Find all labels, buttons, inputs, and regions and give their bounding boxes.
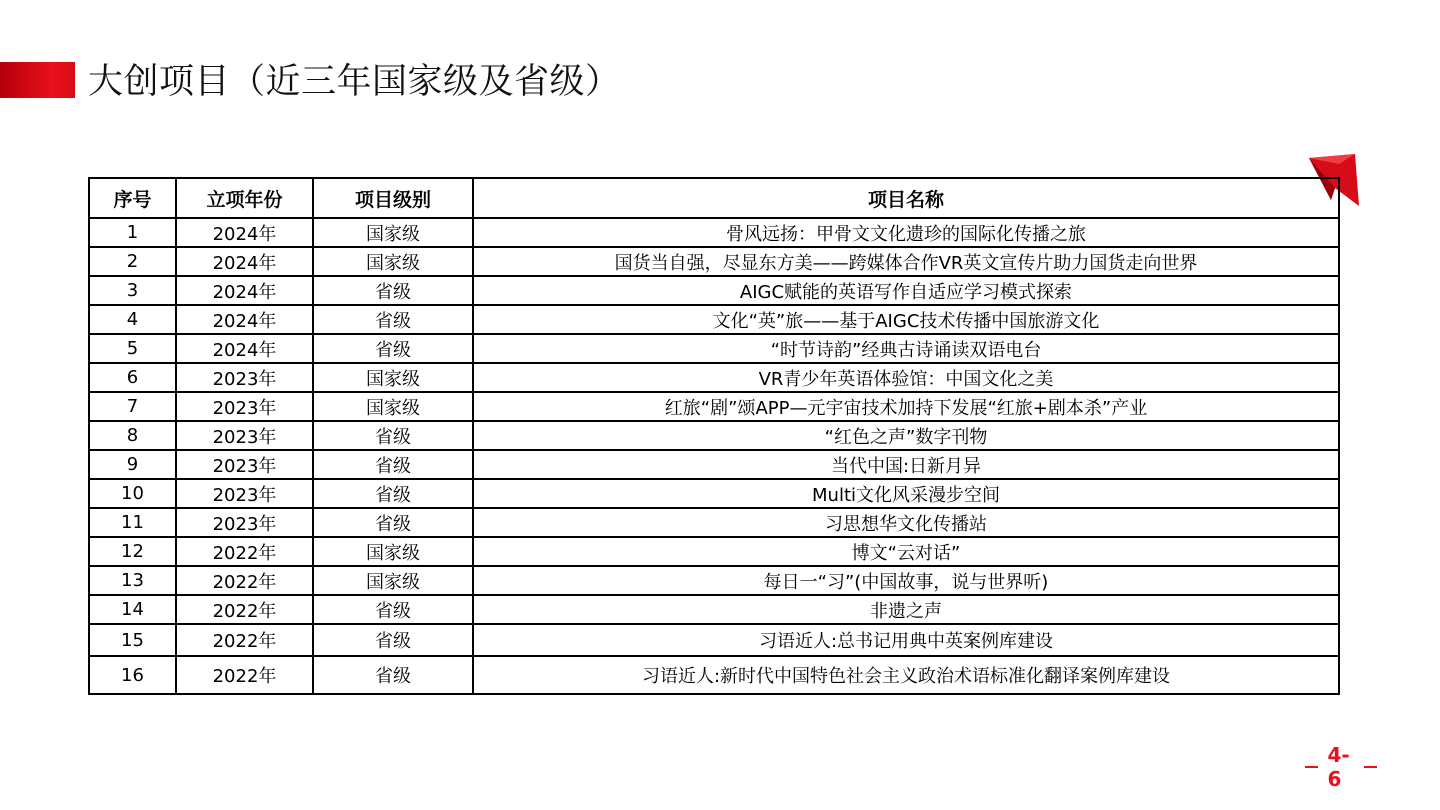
table-row — [89, 595, 1339, 624]
cell-level: 省级 — [313, 595, 473, 624]
cell-project-name: Multi文化风采漫步空间 — [473, 479, 1339, 508]
table-row — [89, 450, 1339, 479]
cell-year: 2023年 — [176, 421, 313, 450]
page-number-text: 4-6 — [1327, 743, 1350, 791]
cell-level: 省级 — [313, 624, 473, 656]
cell-project-name: 非遗之声 — [473, 595, 1339, 624]
cell-level: 省级 — [313, 508, 473, 537]
cell-year: 2023年 — [176, 363, 313, 392]
cell-seq: 7 — [89, 392, 176, 421]
cell-level: 省级 — [313, 305, 473, 334]
cell-year: 2024年 — [176, 305, 313, 334]
cell-year: 2023年 — [176, 450, 313, 479]
cell-year: 2022年 — [176, 595, 313, 624]
cell-year: 2022年 — [176, 537, 313, 566]
cell-seq: 13 — [89, 566, 176, 595]
cell-project-name: 习思想华文化传播站 — [473, 508, 1339, 537]
table-row — [89, 334, 1339, 363]
cell-level: 省级 — [313, 656, 473, 694]
page-number-right-dash — [1364, 766, 1377, 768]
cell-seq: 1 — [89, 218, 176, 247]
cell-seq: 16 — [89, 656, 176, 694]
cell-seq: 15 — [89, 624, 176, 656]
cell-project-name: “红色之声”数字刊物 — [473, 421, 1339, 450]
cell-year: 2024年 — [176, 276, 313, 305]
table-header-row — [89, 178, 1339, 218]
table-row — [89, 566, 1339, 595]
cell-project-name: 国货当自强，尽显东方美——跨媒体合作VR英文宣传片助力国货走向世界 — [473, 247, 1339, 276]
page-title: 大创项目（近三年国家级及省级） — [88, 62, 621, 102]
cell-seq: 11 — [89, 508, 176, 537]
cell-level: 国家级 — [313, 392, 473, 421]
cell-seq: 4 — [89, 305, 176, 334]
table-row — [89, 392, 1339, 421]
table-row — [89, 421, 1339, 450]
cell-project-name: 每日一“习”(中国故事，说与世界听) — [473, 566, 1339, 595]
table-row — [89, 218, 1339, 247]
cell-year: 2024年 — [176, 247, 313, 276]
cell-year: 2023年 — [176, 479, 313, 508]
cell-project-name: 骨风远扬：甲骨文文化遗珍的国际化传播之旅 — [473, 218, 1339, 247]
cell-level: 省级 — [313, 421, 473, 450]
project-table — [88, 177, 1340, 695]
cell-seq: 12 — [89, 537, 176, 566]
cell-project-name: 习语近人:新时代中国特色社会主义政治术语标准化翻译案例库建设 — [473, 656, 1339, 694]
cell-seq: 9 — [89, 450, 176, 479]
cell-project-name: 当代中国:日新月异 — [473, 450, 1339, 479]
cell-level: 省级 — [313, 334, 473, 363]
cell-level: 省级 — [313, 450, 473, 479]
cell-year: 2022年 — [176, 624, 313, 656]
cell-seq: 3 — [89, 276, 176, 305]
page-number-left-dash — [1305, 766, 1318, 768]
table-row — [89, 479, 1339, 508]
cell-level: 省级 — [313, 276, 473, 305]
header-year: 立项年份 — [176, 178, 313, 218]
header-level: 项目级别 — [313, 178, 473, 218]
table-row — [89, 247, 1339, 276]
table-row — [89, 305, 1339, 334]
cell-project-name: 红旅“剧”颂APP—元宇宙技术加持下发展“红旅+剧本杀”产业 — [473, 392, 1339, 421]
cell-level: 省级 — [313, 479, 473, 508]
cell-year: 2022年 — [176, 566, 313, 595]
cell-year: 2023年 — [176, 508, 313, 537]
table-row — [89, 624, 1339, 656]
header-project-name: 项目名称 — [473, 178, 1339, 218]
cell-year: 2023年 — [176, 392, 313, 421]
header-seq: 序号 — [89, 178, 176, 218]
cell-level: 国家级 — [313, 363, 473, 392]
cell-level: 国家级 — [313, 537, 473, 566]
cell-project-name: “时节诗韵”经典古诗诵读双语电台 — [473, 334, 1339, 363]
cell-project-name: AIGC赋能的英语写作自适应学习模式探索 — [473, 276, 1339, 305]
cell-project-name: VR青少年英语体验馆：中国文化之美 — [473, 363, 1339, 392]
page-number — [1296, 743, 1386, 791]
cell-year: 2024年 — [176, 334, 313, 363]
table-row — [89, 656, 1339, 694]
cell-seq: 5 — [89, 334, 176, 363]
cell-seq: 10 — [89, 479, 176, 508]
cell-level: 国家级 — [313, 218, 473, 247]
table-row — [89, 276, 1339, 305]
table-row — [89, 508, 1339, 537]
cell-project-name: 习语近人:总书记用典中英案例库建设 — [473, 624, 1339, 656]
title-accent-bar — [0, 62, 75, 98]
cell-seq: 6 — [89, 363, 176, 392]
cell-level: 国家级 — [313, 247, 473, 276]
cell-project-name: 文化“英”旅——基于AIGC技术传播中国旅游文化 — [473, 305, 1339, 334]
cell-level: 国家级 — [313, 566, 473, 595]
cell-year: 2022年 — [176, 656, 313, 694]
table-row — [89, 537, 1339, 566]
cell-year: 2024年 — [176, 218, 313, 247]
cell-seq: 2 — [89, 247, 176, 276]
cell-seq: 14 — [89, 595, 176, 624]
cell-seq: 8 — [89, 421, 176, 450]
table-row — [89, 363, 1339, 392]
cell-project-name: 博文“云对话” — [473, 537, 1339, 566]
